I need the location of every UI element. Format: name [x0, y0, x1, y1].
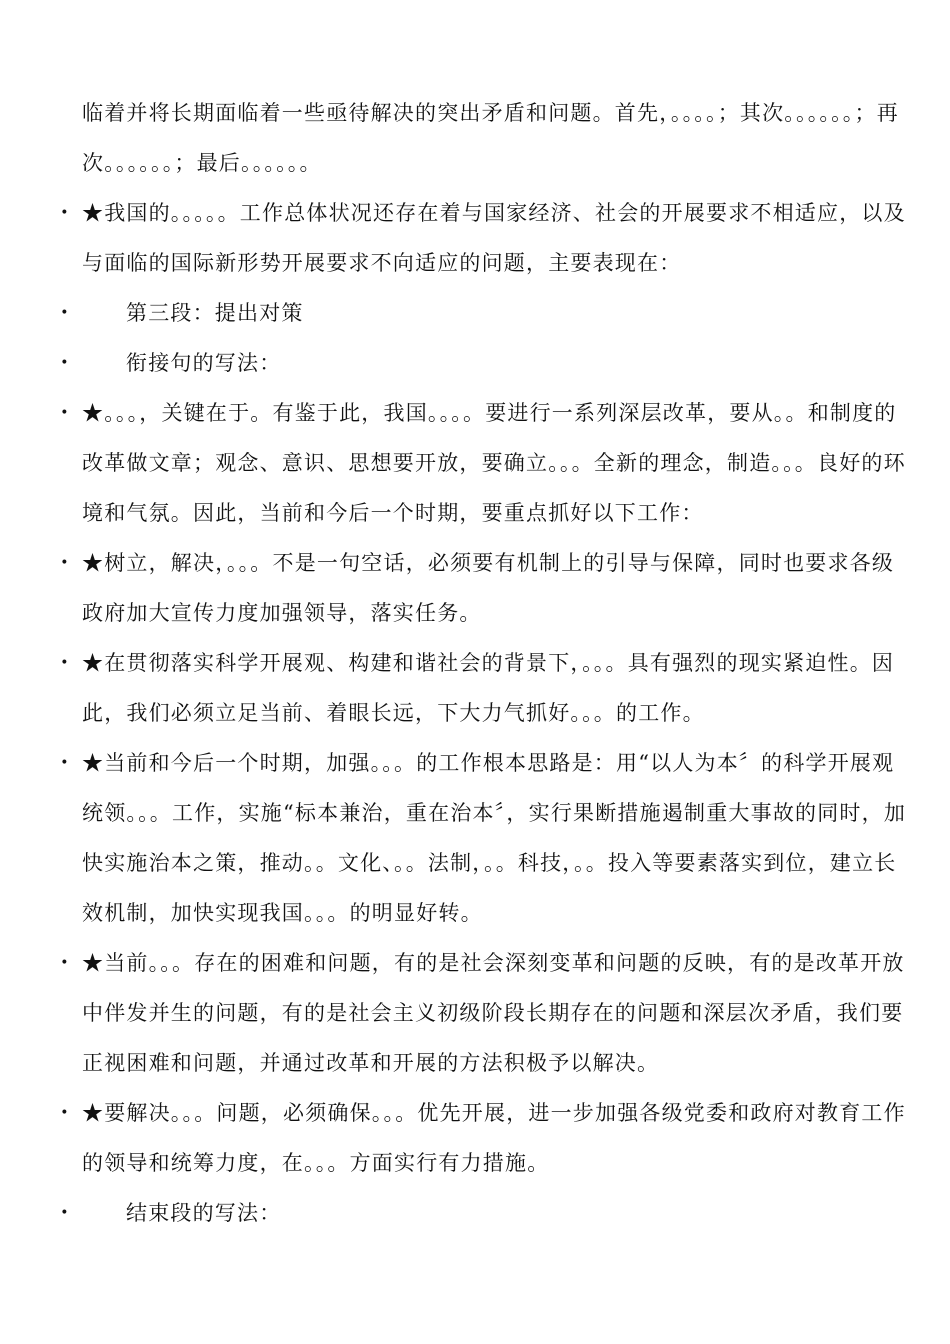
paragraph-text: ★我国的。。。。。工作总体状况还存在着与国家经济、社会的开展要求不相适应，以及与面临的国际新形势开展要求不向适应的问题，主要表现在： [82, 201, 906, 275]
paragraph-continuation [0, 88, 950, 188]
bullet-icon: • [60, 1205, 70, 1221]
bullet-icon: • [60, 205, 70, 221]
paragraph-text: ★在贯彻落实科学开展观、构建和谐社会的背景下，。。。具有强烈的现实紧迫性。因此，我们必须立足当前、着眼长远，下大力气抓好。。。的工作。 [82, 651, 895, 725]
document-page [0, 88, 950, 1238]
heading-text: 第三段：提出对策 [126, 301, 304, 325]
list-item [0, 538, 950, 638]
section-heading [0, 1188, 950, 1238]
paragraph-text: ★当前和今后一个时期，加强。。。的工作根本思路是：用“以人为本〞的科学开展观统领。。。工作，实施“标本兼治，重在治本〞，实行果断措施遏制重大事故的同时，加快实施治本之策，推动。。文化、。。法制，。。科技，。。投入等要素落实到位，建立长效机制，加快实现我国。。。的明显好转。 [82, 751, 907, 925]
bullet-icon: • [60, 955, 70, 971]
section-heading [0, 288, 950, 338]
list-item [0, 738, 950, 938]
heading-text: 衔接句的写法： [126, 351, 282, 375]
bullet-icon: • [60, 405, 70, 421]
list-item [0, 388, 950, 538]
list-item [0, 1088, 950, 1188]
bullet-icon: • [60, 355, 70, 371]
bullet-icon: • [60, 555, 70, 571]
paragraph-text: ★。。。，关键在于。有鉴于此，我国。。。。要进行一系列深层改革，要从。。和制度的改革做文章；观念、意识、思想要开放，要确立。。。全新的理念，制造。。。良好的环境和气氛。因此，当前和今后一个时期，要重点抓好以下工作： [82, 401, 906, 525]
heading-text: 结束段的写法： [126, 1201, 282, 1225]
section-heading [0, 338, 950, 388]
paragraph-text: 临着并将长期面临着一些亟待解决的突出矛盾和问题。首先，。。。。；其次。。。。。。；再次。。。。。。；最后。。。。。。 [82, 101, 899, 175]
bullet-icon: • [60, 1105, 70, 1121]
bullet-icon: • [60, 755, 70, 771]
bullet-icon: • [60, 655, 70, 671]
paragraph-text: ★当前。。。存在的困难和问题，有的是社会深刻变革和问题的反映，有的是改革开放中伴发并生的问题，有的是社会主义初级阶段长期存在的问题和深层次矛盾，我们要正视困难和问题，并通过改革和开展的方法积极予以解决。 [82, 951, 905, 1075]
list-item [0, 188, 950, 288]
bullet-icon: • [60, 305, 70, 321]
paragraph-text: ★要解决。。。问题，必须确保。。。优先开展，进一步加强各级党委和政府对教育工作的领导和统筹力度，在。。。方面实行有力措施。 [82, 1101, 906, 1175]
list-item [0, 638, 950, 738]
list-item [0, 938, 950, 1088]
paragraph-text: ★树立，解决，。。。不是一句空话，必须要有机制上的引导与保障，同时也要求各级政府加大宣传力度加强领导，落实任务。 [82, 551, 895, 625]
